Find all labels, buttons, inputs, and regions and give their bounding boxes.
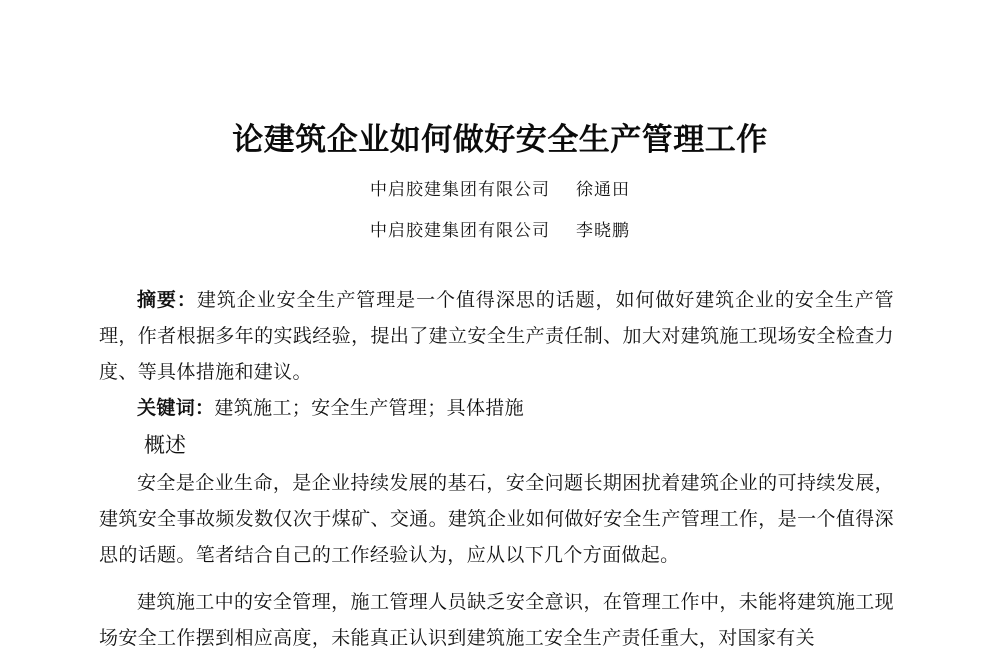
author-affiliation: 中启胶建集团有限公司 xyxy=(370,180,550,200)
author-line-2 xyxy=(0,219,1000,243)
body-paragraph: 建筑施工中的安全管理，施工管理人员缺乏安全意识，在管理工作中，未能将建筑施工现场安全工作摆到相应高度，未能真正认识到建筑施工安全生产责任重大，对国家有关 xyxy=(99,591,894,649)
keywords xyxy=(99,390,894,426)
abstract xyxy=(99,282,894,390)
abstract-text: 建筑企业安全生产管理是一个值得深思的话题，如何做好建筑企业的安全生产管理，作者根据多年的实践经验，提出了建立安全生产责任制、加大对建筑施工现场安全检查力度、等具体措施和建议。 xyxy=(99,289,894,383)
keywords-label: 关键词： xyxy=(137,397,215,419)
paper-title: 论建筑企业如何做好安全生产管理工作 xyxy=(232,122,768,158)
author-name: 李晓鹏 xyxy=(576,221,630,241)
keywords-text: 建筑施工；安全生产管理；具体措施 xyxy=(214,397,525,419)
author-line-1 xyxy=(0,178,1000,202)
section-heading: 概述 xyxy=(144,433,186,457)
author-affiliation: 中启胶建集团有限公司 xyxy=(370,221,550,241)
abstract-label: 摘要： xyxy=(137,289,197,311)
body-paragraph: 安全是企业生命，是企业持续发展的基石，安全问题长期困扰着建筑企业的可持续发展，建筑安全事故频发数仅次于煤矿、交通。建筑企业如何做好安全生产管理工作，是一个值得深思的话题。笔者结合自己的工作经验认为，应从以下几个方面做起。 xyxy=(99,472,894,566)
author-name: 徐通田 xyxy=(576,180,630,200)
